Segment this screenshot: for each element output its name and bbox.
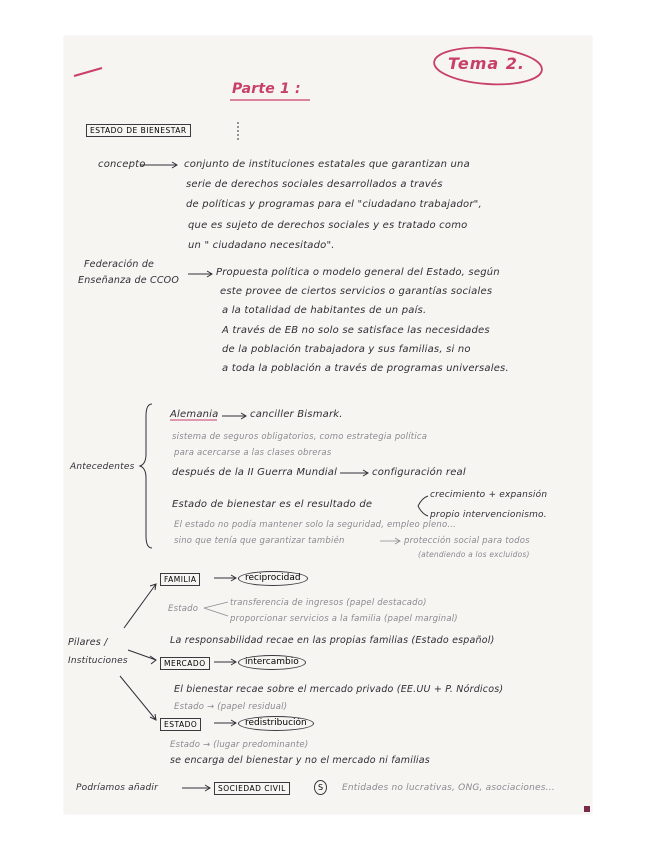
estado-arrow: [214, 720, 236, 726]
mercado-estado: Estado → (papel residual): [174, 702, 288, 712]
familia-note: La responsabilidad recae en las propias familias (Estado español): [170, 635, 495, 646]
familia-estado-branch: [204, 602, 228, 616]
estado-garantizar-text: sino que tenía que garantizar también: [174, 536, 345, 546]
sistema-text: sistema de seguros obligatorios, como estrategia política: [172, 432, 428, 442]
notebook-page: [64, 36, 592, 814]
despues-text: después de la II Guerra Mundial: [172, 467, 338, 478]
proteccion-text: protección social para todos: [404, 536, 530, 546]
mercado-note: El bienestar recae sobre el mercado privado (EE.UU + P. Nórdicos): [174, 684, 504, 695]
concepto-line: que es sujeto de derechos sociales y es tratado como: [188, 220, 468, 231]
estado-bienestar-box: ESTADO DE BIENESTAR: [86, 124, 191, 137]
resultado-brace: [418, 496, 428, 516]
concepto-line: conjunto de instituciones estatales que garantizan una: [184, 159, 470, 170]
concepto-line: serie de derechos sociales desarrollados a través: [186, 179, 443, 190]
intervencionismo-text: propio intervencionismo.: [430, 510, 547, 520]
pilar-estado-arrow: [120, 676, 156, 720]
estado-box: ESTADO: [160, 718, 201, 731]
sociedad-civil-box: SOCIEDAD CIVIL: [214, 782, 290, 795]
canciller-text: canciller Bismark.: [250, 409, 343, 420]
federacion-label: Federación de: [84, 259, 155, 270]
parte-title: Parte 1 :: [232, 81, 301, 97]
mercado-arrow: [214, 659, 236, 665]
federacion-arrow: [188, 271, 212, 277]
estado-note: se encarga del bienestar y no el mercado ni familias: [170, 755, 430, 766]
configuracion-text: configuración real: [372, 467, 466, 478]
federacion-line: este provee de ciertos servicios o garantías sociales: [220, 286, 493, 297]
alemania-arrow: [222, 413, 246, 419]
despues-arrow: [340, 470, 368, 476]
anadir-arrow: [182, 785, 210, 791]
estado-no-text: El estado no podía mantener solo la seguridad, empleo pleno...: [174, 520, 457, 530]
federacion-line: A través de EB no solo se satisface las necesidades: [222, 325, 490, 336]
mercado-box: MERCADO: [160, 657, 210, 670]
familia-estado-label: Estado: [168, 604, 199, 614]
pilares-label: Instituciones: [68, 656, 128, 666]
federacion-label: Enseñanza de CCOO: [78, 275, 180, 286]
concepto-label: concepto: [98, 159, 146, 170]
federacion-line: de la población trabajadora y sus familias, si no: [222, 344, 471, 355]
notes-drawing-overlay: [64, 36, 592, 814]
sociedad-civil-circle: S: [314, 780, 327, 795]
antecedentes-label: Antecedentes: [70, 462, 135, 472]
pilar-familia-arrow: [124, 584, 156, 628]
proteccion-arrow: [380, 538, 400, 544]
federacion-line: a la totalidad de habitantes de un país.: [222, 305, 427, 316]
anadir-label: Podríamos añadir: [76, 783, 159, 793]
estado-oval: redistribución: [238, 716, 314, 731]
familia-oval: reciprocidad: [238, 571, 308, 586]
anadir-text: Entidades no lucrativas, ONG, asociaciones...: [342, 783, 555, 793]
antecedentes-brace: [140, 404, 152, 548]
pilares-label: Pilares /: [68, 637, 108, 648]
excluidos-text: (atendiendo a los excluidos): [418, 550, 530, 559]
mercado-oval: intercambio: [238, 655, 306, 670]
familia-sub: transferencia de ingresos (papel destacado): [230, 598, 427, 608]
familia-box: FAMILIA: [160, 573, 200, 586]
federacion-line: a toda la población a través de programas universales.: [222, 363, 509, 374]
corner-mark: [584, 806, 590, 812]
sistema-text: para acercarse a las clases obreras: [174, 448, 332, 458]
estado-estado: Estado → (lugar predominante): [170, 740, 309, 750]
alemania-text: Alemania: [170, 409, 219, 420]
pilar-mercado-arrow: [128, 650, 156, 664]
concepto-line: un " ciudadano necesitado".: [188, 240, 335, 251]
resultado-text: Estado de bienestar es el resultado de: [172, 499, 373, 510]
tema-title: Tema 2.: [448, 54, 525, 73]
federacion-line: Propuesta política o modelo general del Estado, según: [216, 267, 500, 278]
familia-sub: proporcionar servicios a la familia (papel marginal): [230, 614, 458, 624]
crecimiento-text: crecimiento + expansión: [430, 490, 548, 500]
pink-stroke: [74, 68, 102, 76]
concepto-line: de políticas y programas para el "ciudadano trabajador",: [186, 199, 482, 210]
familia-arrow: [214, 575, 236, 581]
